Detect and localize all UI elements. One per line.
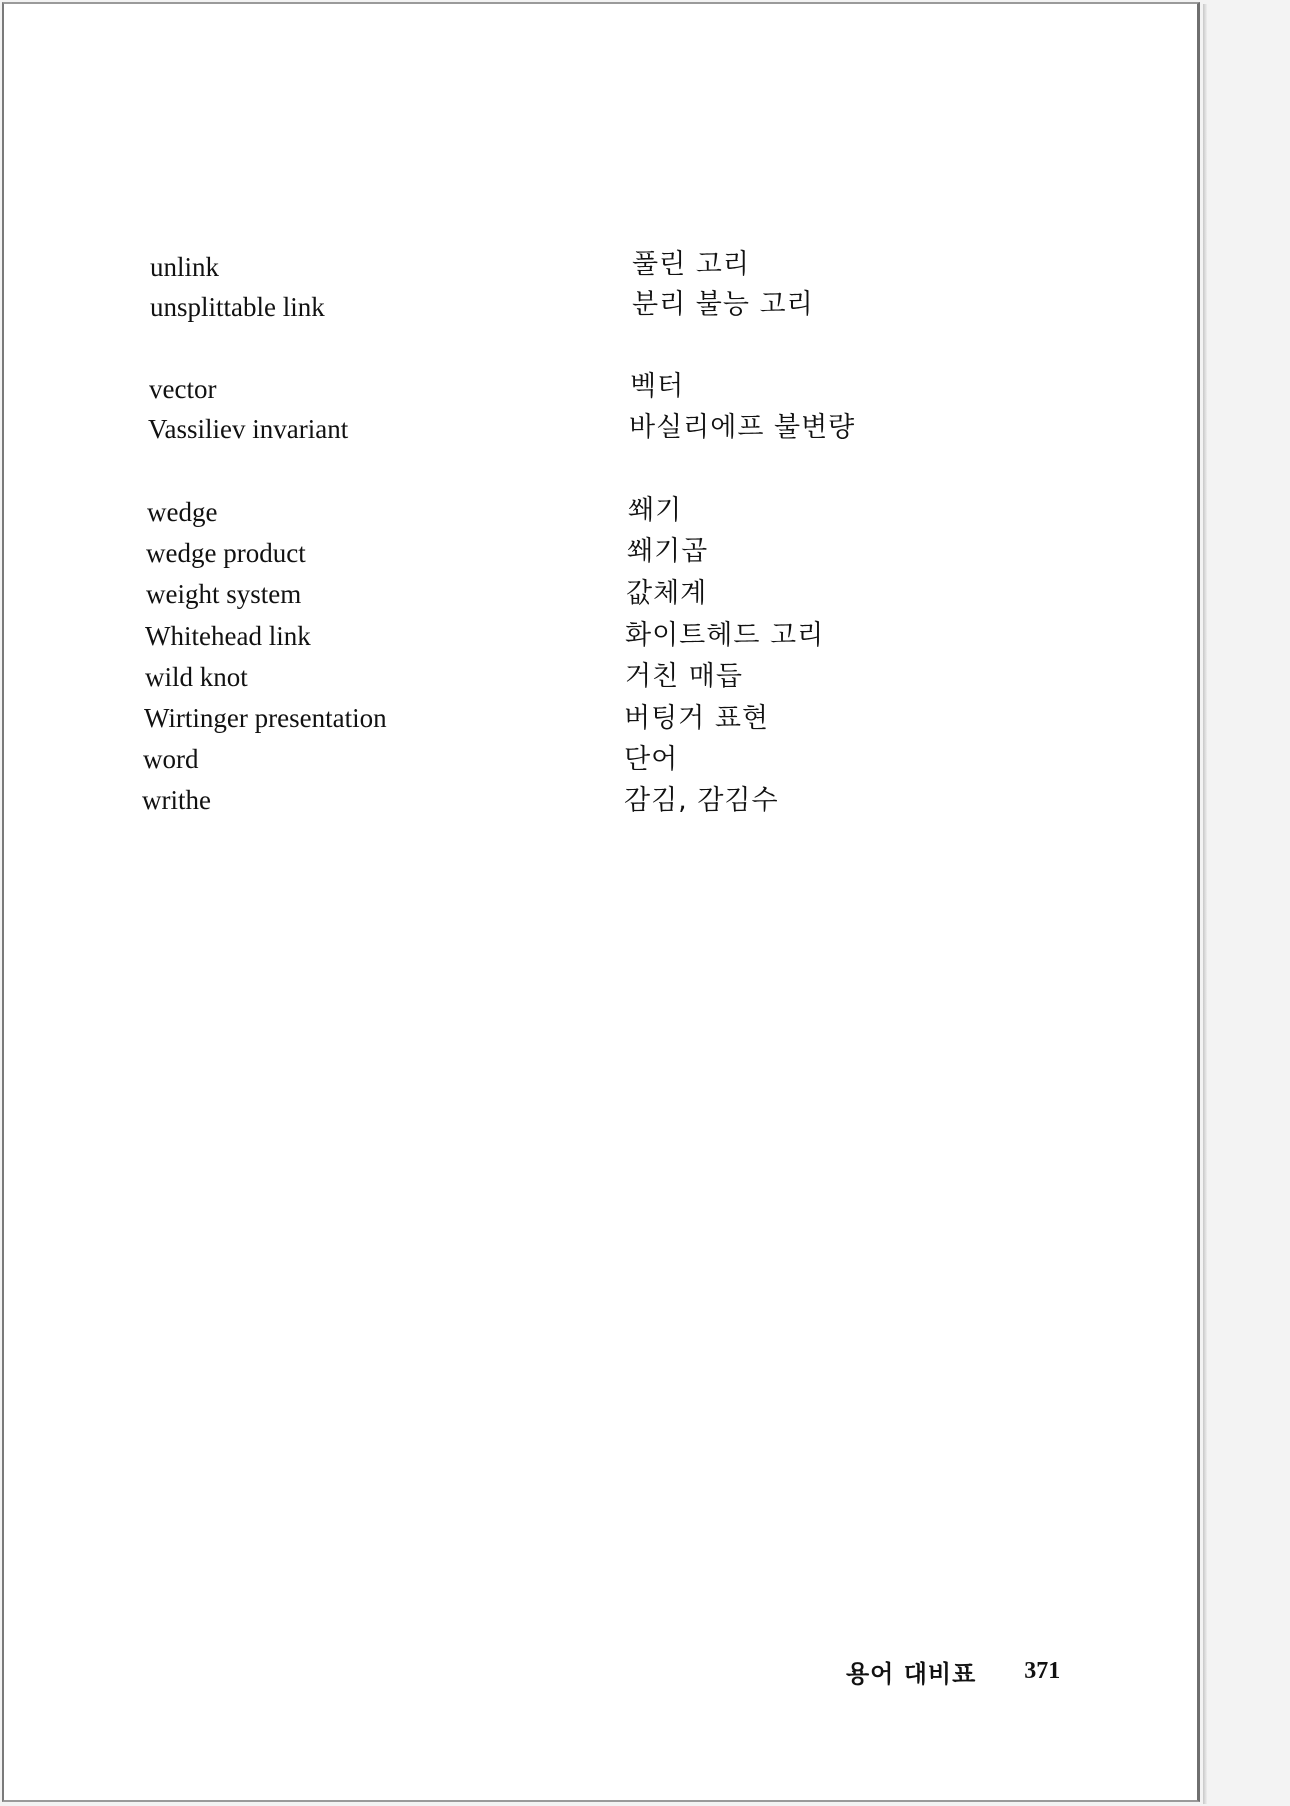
glossary-term: Vassiliev invariant bbox=[148, 414, 349, 444]
glossary-term: weight system bbox=[146, 579, 302, 609]
page-footer bbox=[846, 1654, 1060, 1688]
page-edge-shadow bbox=[1203, 4, 1207, 1804]
glossary-term: wedge product bbox=[146, 538, 306, 568]
glossary-translation: 벡터 bbox=[630, 371, 685, 402]
glossary-translation: 바실리에프 불변량 bbox=[629, 412, 856, 443]
glossary-translation: 풀린 고리 bbox=[632, 249, 750, 280]
glossary-term: Whitehead link bbox=[145, 621, 311, 651]
glossary-translation: 값체계 bbox=[626, 578, 708, 609]
glossary-translation: 거친 매듭 bbox=[625, 661, 743, 692]
glossary-translation: 화이트헤드 고리 bbox=[625, 620, 825, 651]
glossary-term: wedge bbox=[147, 497, 218, 527]
glossary-term: vector bbox=[149, 374, 217, 404]
running-footer-title: 용어 대비표 bbox=[846, 1659, 977, 1688]
page-number: 371 bbox=[1024, 1657, 1061, 1684]
glossary-term: Wirtinger presentation bbox=[144, 703, 387, 733]
glossary-translation: 버팅거 표현 bbox=[624, 703, 769, 734]
glossary-term: unsplittable link bbox=[150, 292, 325, 322]
glossary-table bbox=[4, 4, 1197, 1800]
document-page bbox=[2, 2, 1200, 1802]
glossary-term: writhe bbox=[142, 785, 211, 815]
glossary-term: word bbox=[143, 744, 199, 774]
glossary-translation: 쐐기 bbox=[628, 495, 683, 526]
glossary-translation: 단어 bbox=[624, 744, 679, 775]
glossary-term: wild knot bbox=[145, 662, 248, 692]
glossary-term: unlink bbox=[150, 252, 220, 282]
glossary-translation: 분리 불능 고리 bbox=[632, 289, 814, 320]
glossary-translation: 감김, 감김수 bbox=[624, 785, 779, 816]
glossary-translation: 쐐기곱 bbox=[627, 536, 709, 567]
